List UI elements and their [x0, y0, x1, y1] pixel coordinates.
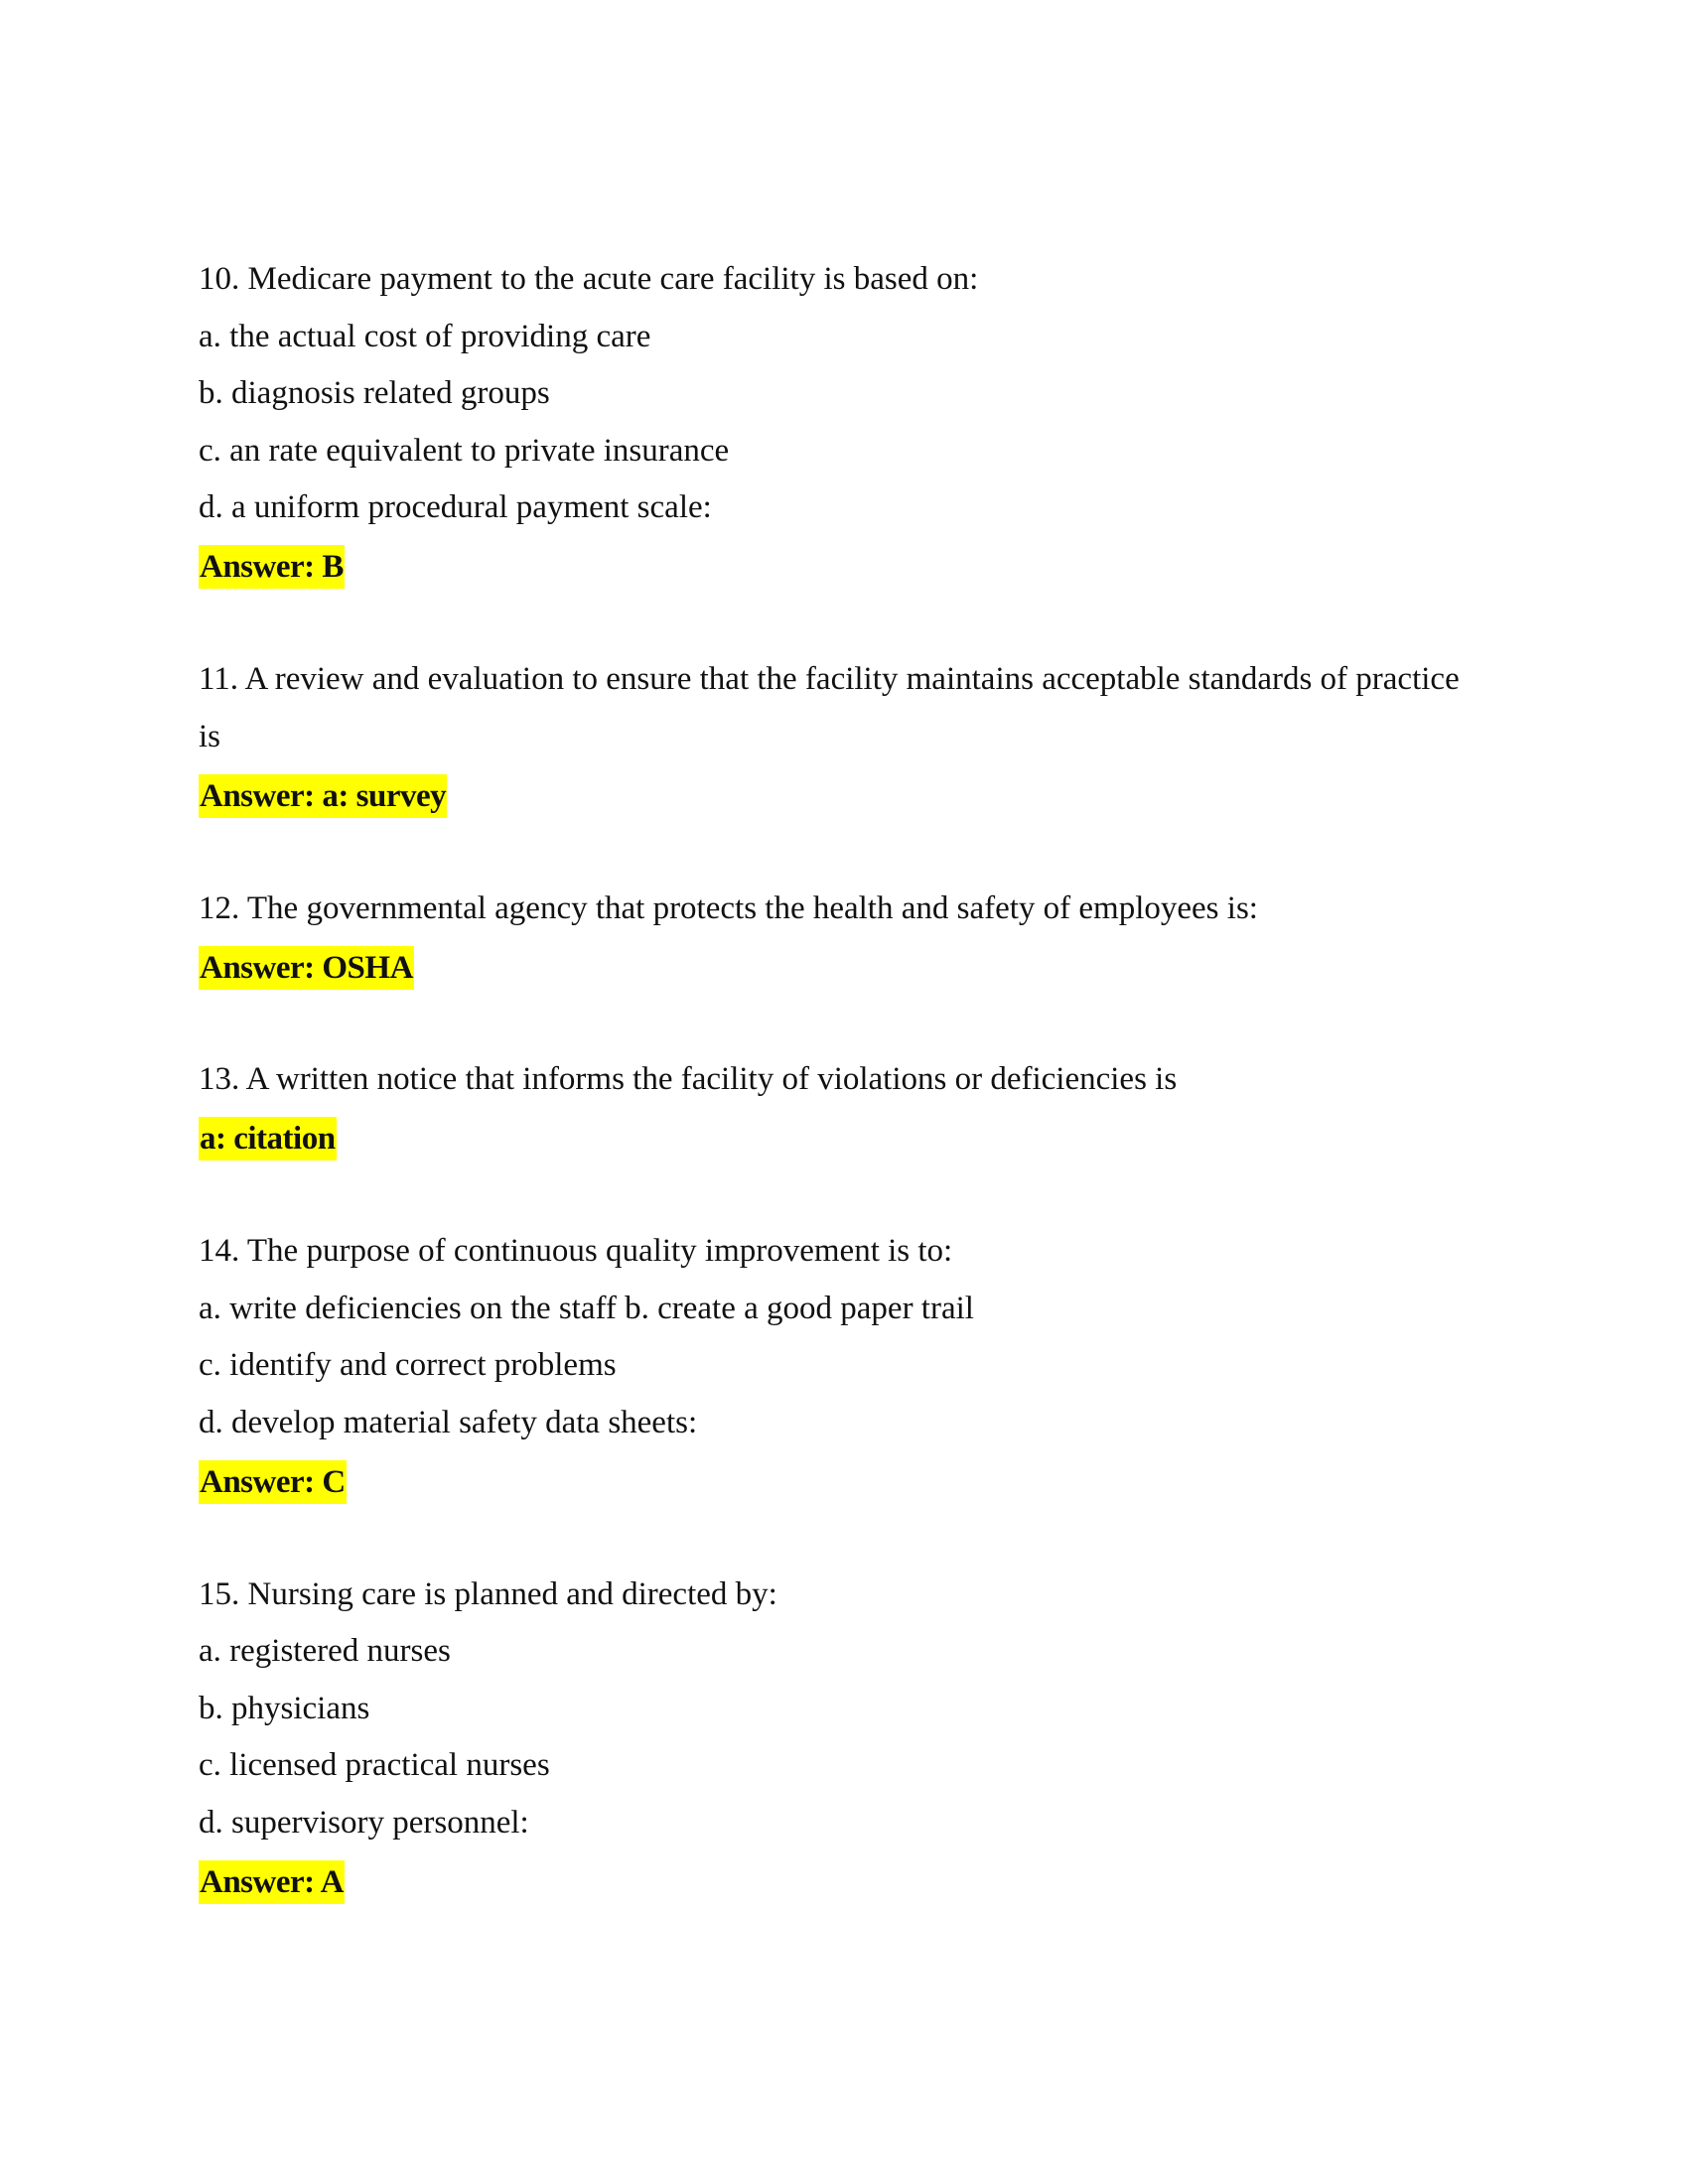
highlighted-answer: Answer: A	[199, 1860, 345, 1904]
option-c: c. an rate equivalent to private insurance	[199, 432, 730, 469]
question-text: 14. The purpose of continuous quality improvement is to:	[199, 1233, 953, 1270]
highlighted-answer: Answer: C	[199, 1460, 347, 1504]
highlighted-answer: a: citation	[199, 1117, 337, 1160]
question-block-10	[199, 251, 1489, 595]
highlighted-answer: Answer: OSHA	[199, 946, 414, 990]
option-a: a. the actual cost of providing care	[199, 318, 651, 354]
option-d: d. a uniform procedural payment scale:	[199, 489, 712, 526]
option-d: d. develop material safety data sheets:	[199, 1404, 698, 1440]
spacer	[199, 595, 1489, 652]
answer-line	[199, 537, 1489, 595]
question-block-13	[199, 1051, 1489, 1165]
answer-line	[199, 1852, 1489, 1910]
option-b: b. physicians	[199, 1690, 370, 1726]
answer-line	[199, 1109, 1489, 1166]
highlighted-answer: Answer: B	[199, 545, 345, 589]
option-b: b. diagnosis related groups	[199, 375, 550, 412]
question-text-continued: is	[199, 718, 221, 754]
option-c: c. licensed practical nurses	[199, 1747, 550, 1784]
spacer	[199, 1166, 1489, 1224]
question-block-14	[199, 1223, 1489, 1509]
option-a: a. registered nurses	[199, 1633, 451, 1670]
answer-line	[199, 765, 1489, 823]
spacer	[199, 823, 1489, 881]
question-text: 15. Nursing care is planned and directed by:	[199, 1575, 777, 1612]
spacer	[199, 1509, 1489, 1567]
option-c: c. identify and correct problems	[199, 1347, 617, 1384]
spacer	[199, 995, 1489, 1052]
option-d: d. supervisory personnel:	[199, 1805, 529, 1842]
question-text: 11. A review and evaluation to ensure that the facility maintains acceptable standards of practice	[199, 661, 1460, 698]
highlighted-answer: Answer: a: survey	[199, 774, 447, 818]
question-text: 12. The governmental agency that protects the health and safety of employees is:	[199, 889, 1258, 926]
answer-line	[199, 937, 1489, 995]
quiz-content	[199, 251, 1489, 1909]
question-block-11	[199, 651, 1489, 823]
question-block-15	[199, 1567, 1489, 1910]
answer-line	[199, 1451, 1489, 1509]
option-a-b: a. write deficiencies on the staff b. create a good paper trail	[199, 1290, 974, 1326]
question-block-12	[199, 881, 1489, 995]
question-text: 13. A written notice that informs the facility of violations or deficiencies is	[199, 1061, 1178, 1098]
question-text: 10. Medicare payment to the acute care facility is based on:	[199, 261, 979, 297]
